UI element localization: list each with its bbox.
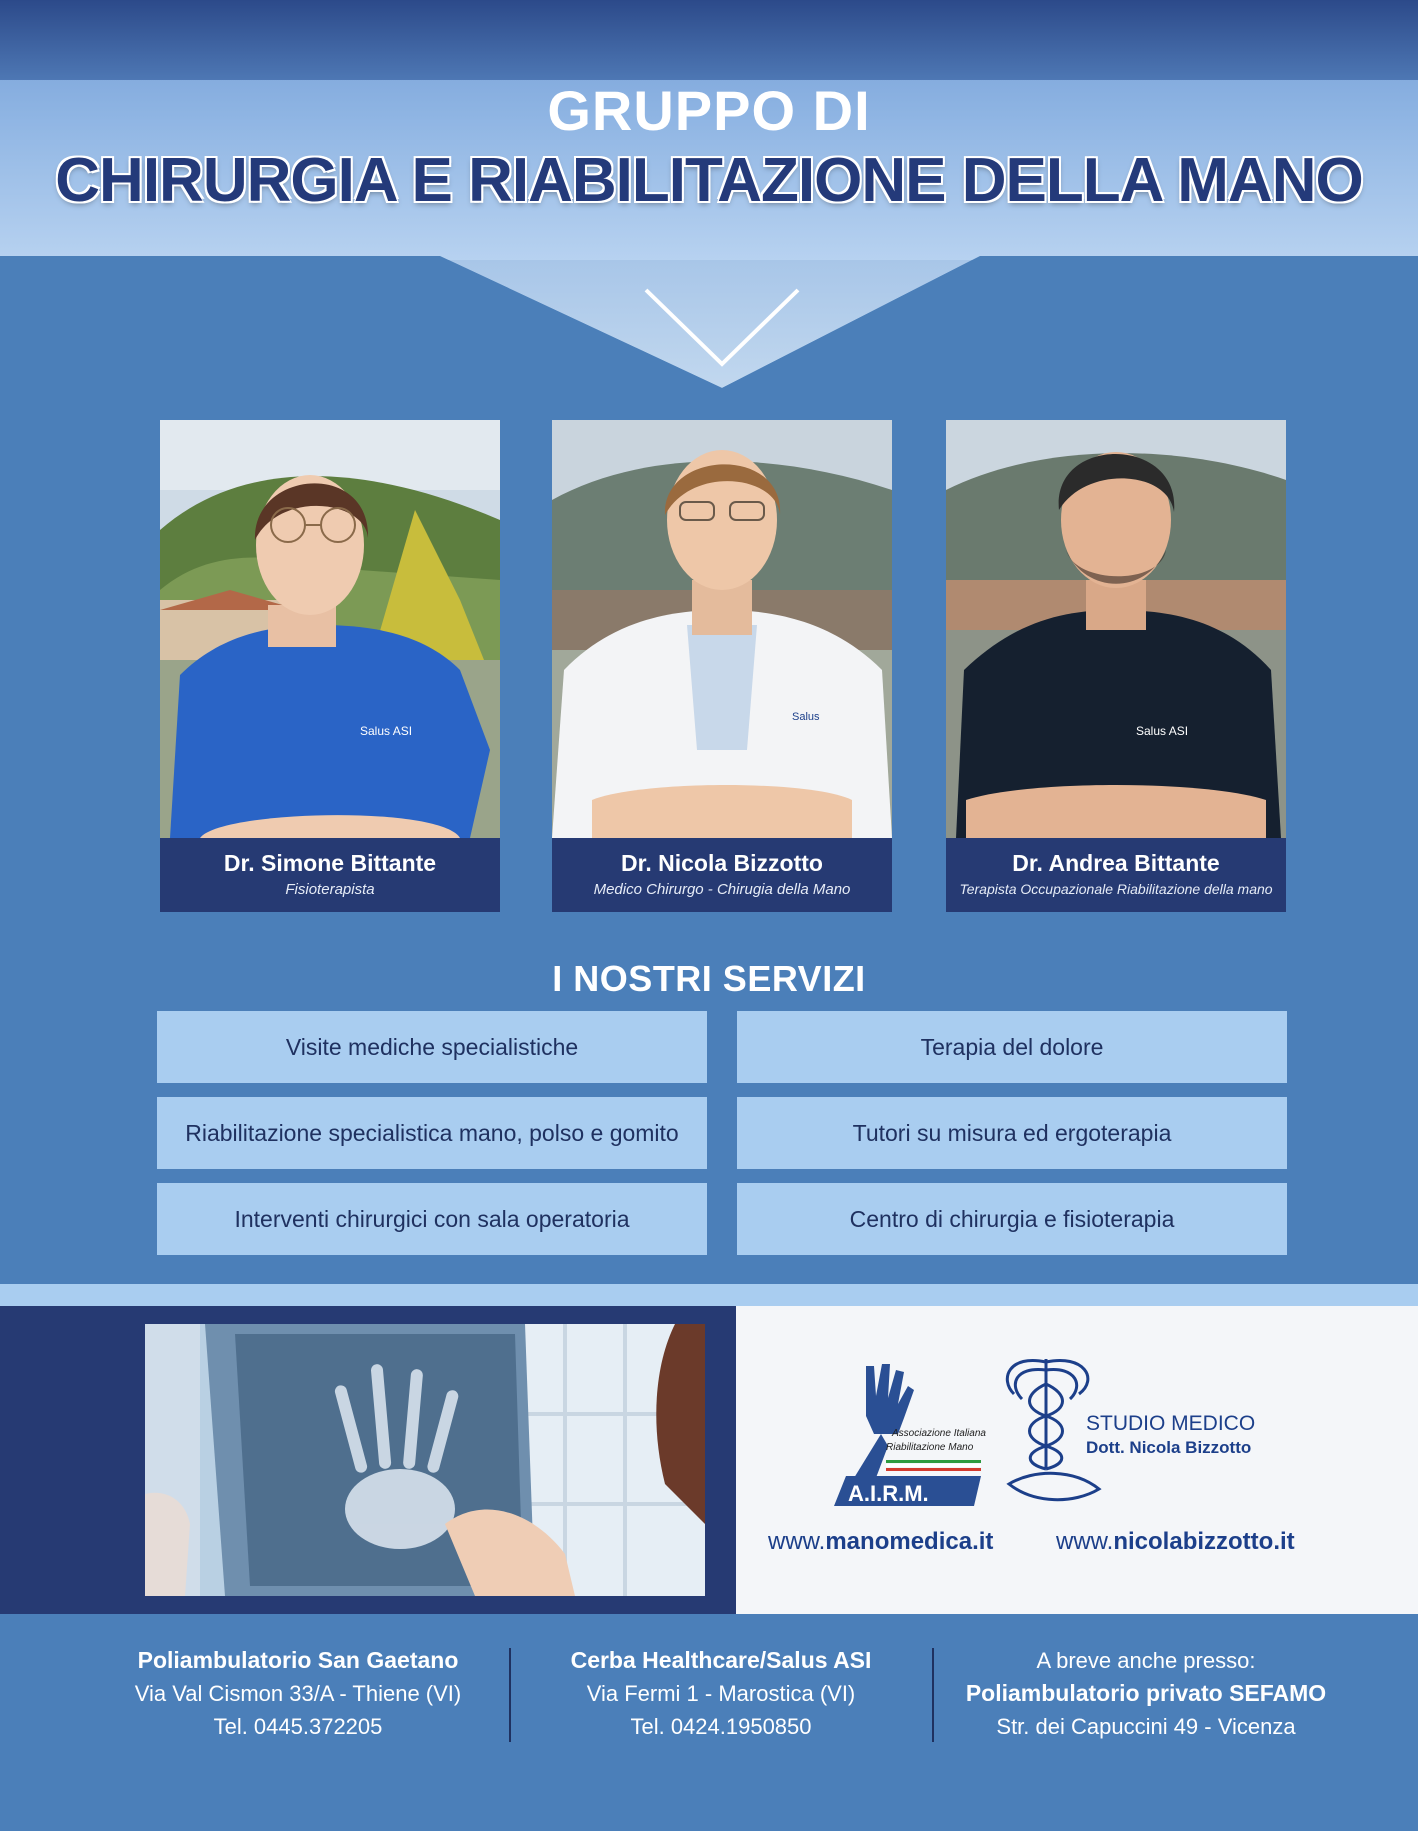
footer-divider [932, 1648, 934, 1742]
doctor-photo-andrea [946, 420, 1286, 838]
svg-text:Salus ASI: Salus ASI [360, 724, 413, 738]
services-title: I NOSTRI SERVIZI [552, 958, 866, 999]
doctor-name: Dr. Nicola Bizzotto [621, 850, 823, 876]
doctor-caption [552, 838, 892, 912]
location-address: Via Val Cismon 33/A - Thiene (VI) [134, 1681, 462, 1706]
link-prefix: www. [1056, 1528, 1114, 1555]
location-name: Cerba Healthcare/Salus ASI [570, 1647, 872, 1673]
service-item: Interventi chirurgici con sala operatoria [157, 1183, 707, 1255]
link-manomedica[interactable] [768, 1528, 993, 1556]
footer-divider [509, 1648, 511, 1742]
service-item: Tutori su misura ed ergoterapia [737, 1097, 1287, 1169]
xray-panel [0, 1306, 736, 1614]
doctor-caption [946, 838, 1286, 912]
service-item: Riabilitazione specialistica mano, polso e gomito [157, 1097, 707, 1169]
separator-band [0, 1284, 1418, 1306]
doctor-name: Dr. Simone Bittante [223, 850, 437, 876]
footer-addresses [0, 1614, 1418, 1831]
hand-icon [866, 1364, 914, 1434]
studio-doctor-name: Dott. Nicola Bizzotto [1086, 1438, 1252, 1457]
doctor-photo-simone [160, 420, 500, 838]
svg-text:Riabilitazione Mano: Riabilitazione Mano [886, 1442, 974, 1453]
title-line-1: GRUPPO DI [547, 79, 871, 142]
airm-logo [826, 1356, 996, 1506]
service-item: Centro di chirurgia e fisioterapia [737, 1183, 1287, 1255]
location-address: Str. dei Capuccini 49 - Vicenza [996, 1714, 1296, 1739]
location-sefamo [956, 1644, 1336, 1743]
location-san-gaetano [108, 1644, 488, 1743]
service-item: Terapia del dolore [737, 1011, 1287, 1083]
link-nicolabizzotto[interactable] [1056, 1528, 1295, 1556]
location-address: Via Fermi 1 - Marostica (VI) [586, 1681, 856, 1706]
location-intro: A breve anche presso: [1036, 1648, 1256, 1673]
xray-photo [145, 1324, 705, 1596]
location-name: Poliambulatorio San Gaetano [137, 1647, 459, 1673]
doctor-photo-nicola [552, 420, 892, 838]
location-phone[interactable]: Tel. 0424.1950850 [630, 1714, 812, 1739]
location-name: Poliambulatorio privato SEFAMO [965, 1680, 1327, 1706]
link-domain: manomedica.it [825, 1528, 994, 1555]
doctor-caption [160, 838, 500, 912]
doctor-card-andrea [946, 420, 1286, 912]
link-prefix: www. [768, 1528, 826, 1555]
link-domain: nicolabizzotto.it [1113, 1528, 1295, 1555]
service-item: Visite mediche specialistiche [157, 1011, 707, 1083]
svg-text:Salus: Salus [792, 711, 820, 723]
doctor-role: Medico Chirurgo - Chirugia della Mano [593, 881, 851, 898]
location-phone[interactable]: Tel. 0445.372205 [213, 1714, 383, 1739]
page-title: CHIRURGIA E RIABILITAZIONE DELLA MANO [55, 146, 1363, 215]
logo-panel [736, 1306, 1418, 1614]
doctor-role: Fisioterapista [285, 881, 375, 898]
doctor-card-nicola [552, 420, 892, 912]
location-cerba [531, 1644, 911, 1743]
doctor-name: Dr. Andrea Bittante [1012, 850, 1220, 876]
doctor-role: Terapista Occupazionale Riabilitazione della mano [959, 881, 1273, 897]
studio-medico-title: STUDIO MEDICO [1086, 1412, 1256, 1435]
svg-text:A.I.R.M.: A.I.R.M. [848, 1481, 929, 1506]
doctor-card-simone [160, 420, 500, 912]
svg-text:Salus ASI: Salus ASI [1136, 724, 1189, 738]
svg-text:Associazione Italiana: Associazione Italiana [892, 1428, 986, 1439]
